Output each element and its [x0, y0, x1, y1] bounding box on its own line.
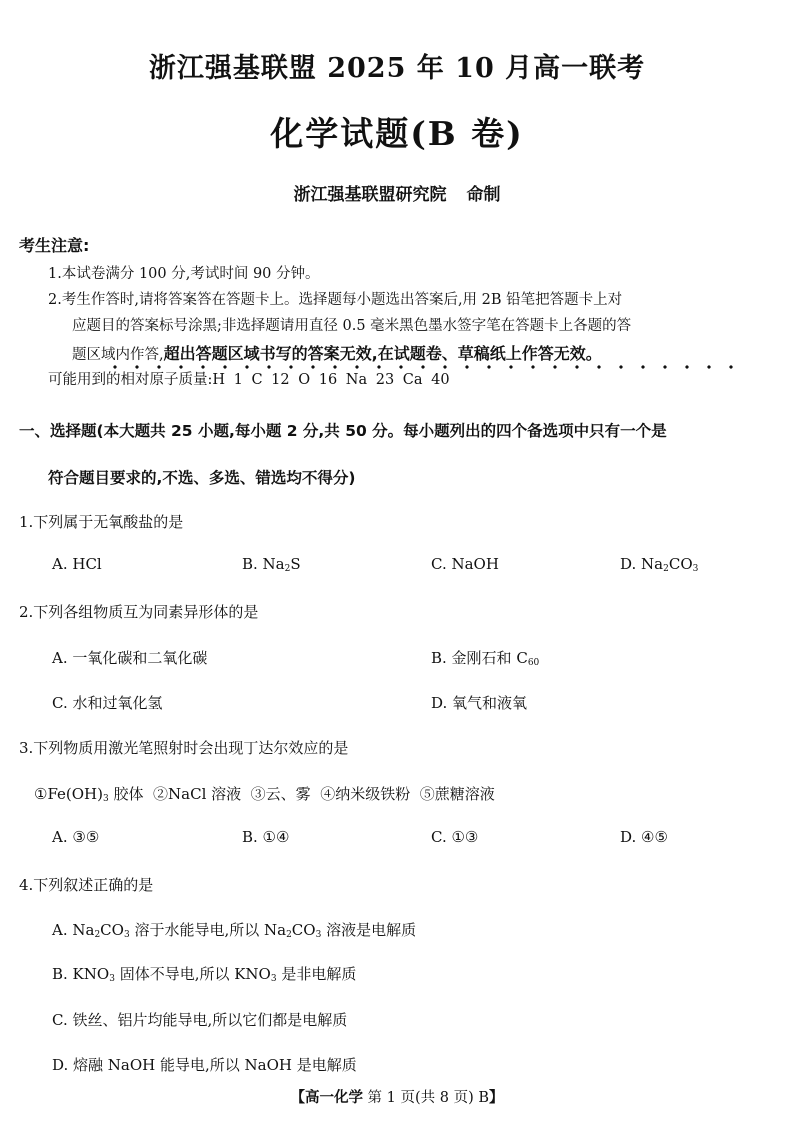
- notice-item-2-line-2: 应题目的答案标号涂黑;非选择题请用直径 0.5 毫米黑色墨水签字笔在答题卡上各题的答: [72, 318, 632, 334]
- question-3-option-a: A. ③⑤: [52, 828, 100, 846]
- question-2-option-b: B. 金刚石和 $C_{60}$: [431, 649, 540, 668]
- question-1-stem: 1.下列属于无氧酸盐的是: [19, 513, 184, 531]
- page-footer: 【高一化学 第 1 页(共 8 页) B】: [290, 1090, 504, 1106]
- question-4-option-c: C. 铁丝、铝片均能导电,所以它们都是电解质: [52, 1011, 348, 1029]
- question-2-stem: 2.下列各组物质互为同素异形体的是: [19, 603, 259, 621]
- footer-paper: B: [478, 1090, 490, 1106]
- question-2-option-c: C. 水和过氧化氢: [52, 694, 163, 712]
- section-heading-line-1: 一、选择题(本大题共 25 小题,每小题 2 分,共 50 分。每小题列出的四个备选项中只有一个是: [19, 422, 667, 440]
- notice-item-1: 1.本试卷满分 100 分,考试时间 90 分钟。: [48, 266, 320, 282]
- atomic-masses: 可能用到的相对原子质量:H 1 C 12 O 16 Na 23 Ca 40: [48, 372, 450, 388]
- notice-item-2-line-1: 2.考生作答时,请将答案答在答题卡上。选择题每小题选出答案后,用 2B 铅笔把答题卡上对: [48, 292, 623, 308]
- question-1-option-a: A. HCl: [52, 555, 102, 573]
- exam-title: 浙江强基联盟 2025 年 10 月高一联考: [148, 53, 646, 84]
- question-3-option-b: B. ①④: [242, 828, 290, 846]
- question-2-option-d: D. 氧气和液氧: [431, 694, 528, 712]
- exam-subtitle: 化学试题(B 卷): [270, 114, 524, 153]
- question-4-stem: 4.下列叙述正确的是: [19, 876, 154, 894]
- question-1-option-d: D. $Na_2CO_3$: [620, 555, 699, 574]
- question-4-option-b: B. $KNO_3$ 固体不导电,所以 $KNO_3$ 是非电解质: [52, 965, 357, 984]
- question-3-option-d: D. ④⑤: [620, 828, 668, 846]
- notice-plain-text: 题区域内作答,: [72, 347, 164, 363]
- footer-page: 第 1 页(共 8 页): [362, 1090, 479, 1106]
- footer-course: 高一化学: [304, 1090, 363, 1106]
- question-1-option-b: B. $Na_2S$: [242, 555, 301, 574]
- question-3-option-c: C. ①③: [431, 828, 479, 846]
- question-2-option-a: A. 一氧化碳和二氧化碳: [52, 649, 208, 667]
- notice-emphasis-text: 超出答题区域书写的答案无效,在试题卷、草稿纸上作答无效。: [163, 344, 602, 363]
- exam-author: 浙江强基联盟研究院 命制: [293, 185, 501, 205]
- notice-item-2-line-3: [72, 341, 602, 364]
- question-4-option-d: D. 熔融 NaOH 能导电,所以 NaOH 是电解质: [52, 1056, 357, 1074]
- section-heading-line-2: 符合题目要求的,不选、多选、错选均不得分): [48, 469, 356, 487]
- question-3-items: $①Fe(OH)_3$ 胶体 ②NaCl 溶液 ③云、雾 ④纳米级铁粉 ⑤蔗糖溶液: [34, 785, 495, 804]
- question-1-option-c: C. NaOH: [431, 555, 499, 573]
- notice-heading: 考生注意:: [19, 236, 90, 255]
- question-3-stem: 3.下列物质用激光笔照射时会出现丁达尔效应的是: [19, 739, 349, 757]
- question-4-option-a: A. $Na_2CO_3$ 溶于水能导电,所以 $Na_2CO_3$ 溶液是电解质: [52, 921, 417, 940]
